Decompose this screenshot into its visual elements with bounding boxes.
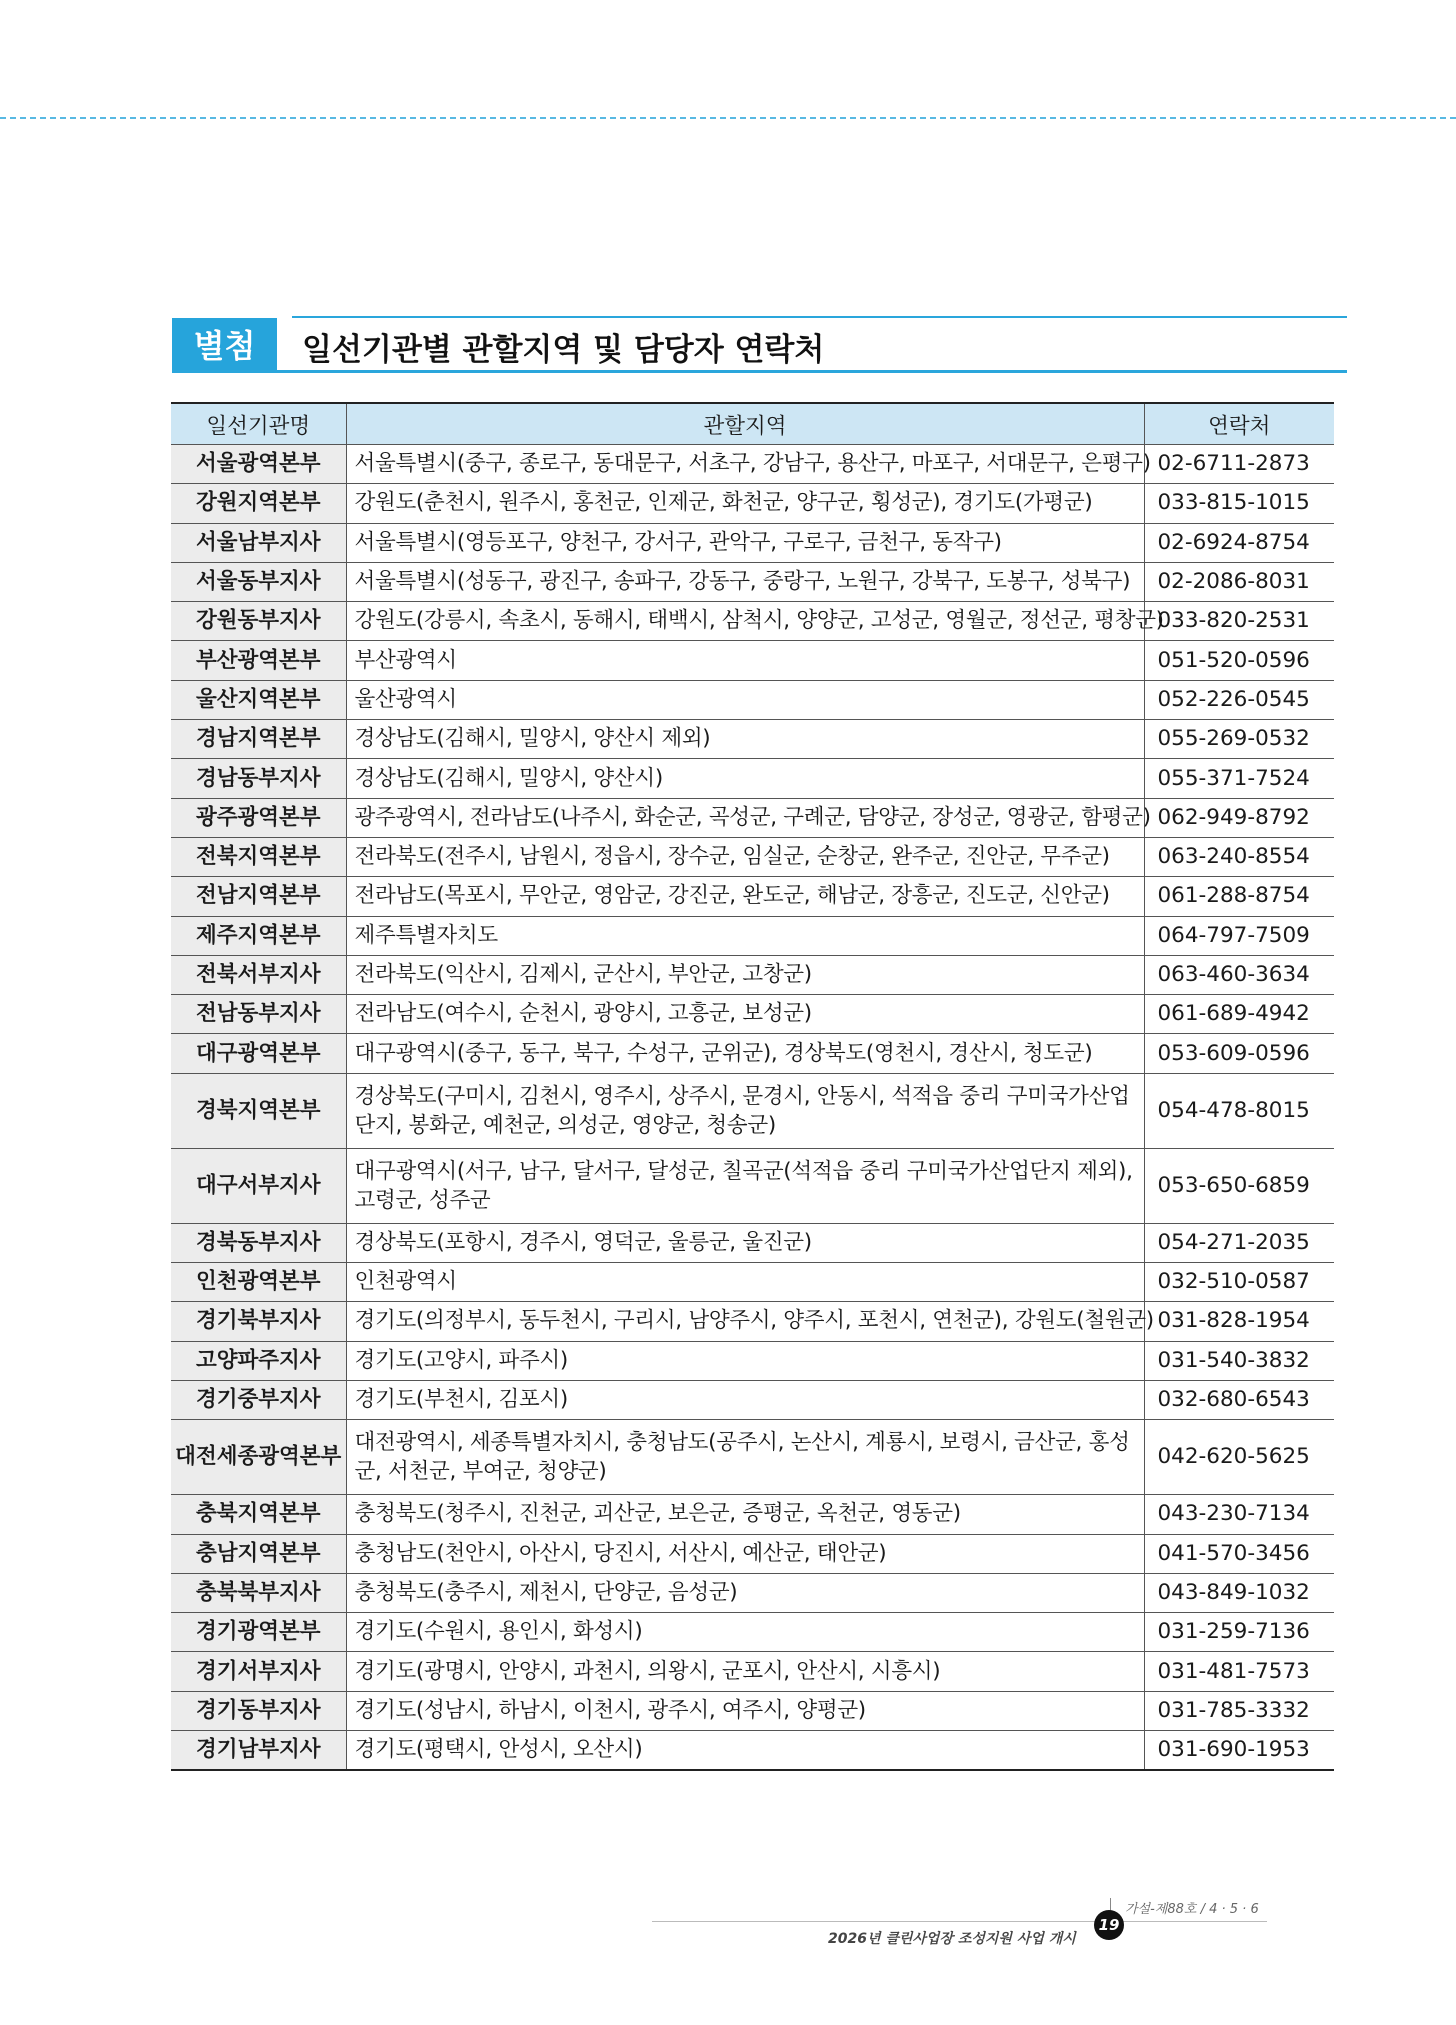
- office-name-cell: 경기광역본부: [171, 1613, 346, 1652]
- office-name-cell: 전북지역본부: [171, 837, 346, 876]
- office-name-cell: 경북동부지사: [171, 1223, 346, 1262]
- header-contact: 연락처: [1144, 403, 1334, 445]
- phone-cell: 053-650-6859: [1144, 1148, 1334, 1223]
- office-name-cell: 경기동부지사: [171, 1691, 346, 1730]
- phone-cell: 02-6924-8754: [1144, 523, 1334, 562]
- phone-cell: 041-570-3456: [1144, 1534, 1334, 1573]
- table-row: [171, 1495, 1334, 1534]
- jurisdiction-cell: 경기도(수원시, 용인시, 화성시): [346, 1613, 1144, 1652]
- office-name-cell: 전북서부지사: [171, 955, 346, 994]
- table-row: [171, 1613, 1334, 1652]
- table-row: [171, 1341, 1334, 1380]
- jurisdiction-cell: 서울특별시(영등포구, 양천구, 강서구, 관악구, 구로구, 금천구, 동작구): [346, 523, 1144, 562]
- table-row: [171, 759, 1334, 798]
- table-row: [171, 562, 1334, 601]
- table-row: [171, 1731, 1334, 1771]
- jurisdiction-cell: 대구광역시(서구, 남구, 달서구, 달성군, 칠곡군(석적읍 중리 구미국가산업단지 제외), 고령군, 성주군: [346, 1148, 1144, 1223]
- phone-cell: 051-520-0596: [1144, 641, 1334, 680]
- phone-cell: 063-240-8554: [1144, 837, 1334, 876]
- heading-bottom-rule: [172, 370, 1347, 373]
- phone-cell: 061-689-4942: [1144, 995, 1334, 1034]
- jurisdiction-cell: 경상북도(구미시, 김천시, 영주시, 상주시, 문경시, 안동시, 석적읍 중리 구미국가산업단지, 봉화군, 예천군, 의성군, 영양군, 청송군): [346, 1073, 1144, 1148]
- phone-cell: 031-259-7136: [1144, 1613, 1334, 1652]
- table-body: [171, 445, 1334, 1771]
- header-office-name: 일선기관명: [171, 403, 346, 445]
- top-dashed-rule: [0, 117, 1456, 119]
- office-name-cell: 인천광역본부: [171, 1263, 346, 1302]
- phone-cell: 052-226-0545: [1144, 680, 1334, 719]
- phone-cell: 043-849-1032: [1144, 1573, 1334, 1612]
- contact-table: [171, 402, 1334, 1771]
- table-row: [171, 837, 1334, 876]
- jurisdiction-cell: 광주광역시, 전라남도(나주시, 화순군, 곡성군, 구례군, 담양군, 장성군, 영광군, 함평군): [346, 798, 1144, 837]
- office-name-cell: 대구서부지사: [171, 1148, 346, 1223]
- jurisdiction-cell: 울산광역시: [346, 680, 1144, 719]
- footer-series-label: 가설-제88호 / 4 · 5 · 6: [1125, 1902, 1259, 1917]
- office-name-cell: 대전세종광역본부: [171, 1420, 346, 1495]
- phone-cell: 064-797-7509: [1144, 916, 1334, 955]
- office-name-cell: 충북지역본부: [171, 1495, 346, 1534]
- table-row: [171, 1573, 1334, 1612]
- table-row: [171, 1691, 1334, 1730]
- table-row: [171, 1223, 1334, 1262]
- table-row: [171, 1034, 1334, 1073]
- table-row: [171, 1148, 1334, 1223]
- phone-cell: 033-820-2531: [1144, 602, 1334, 641]
- phone-cell: 033-815-1015: [1144, 484, 1334, 523]
- jurisdiction-cell: 전라남도(여수시, 순천시, 광양시, 고흥군, 보성군): [346, 995, 1144, 1034]
- phone-cell: 063-460-3634: [1144, 955, 1334, 994]
- phone-cell: 02-6711-2873: [1144, 445, 1334, 484]
- table-header-row: [171, 403, 1334, 445]
- office-name-cell: 경남동부지사: [171, 759, 346, 798]
- office-name-cell: 고양파주지사: [171, 1341, 346, 1380]
- phone-cell: 031-481-7573: [1144, 1652, 1334, 1691]
- office-name-cell: 전남동부지사: [171, 995, 346, 1034]
- jurisdiction-cell: 대구광역시(중구, 동구, 북구, 수성구, 군위군), 경상북도(영천시, 경산시, 청도군): [346, 1034, 1144, 1073]
- jurisdiction-cell: 충청북도(청주시, 진천군, 괴산군, 보은군, 증평군, 옥천군, 영동군): [346, 1495, 1144, 1534]
- office-name-cell: 부산광역본부: [171, 641, 346, 680]
- jurisdiction-cell: 경기도(광명시, 안양시, 과천시, 의왕시, 군포시, 안산시, 시흥시): [346, 1652, 1144, 1691]
- table-row: [171, 1380, 1334, 1419]
- table-row: [171, 720, 1334, 759]
- office-name-cell: 강원동부지사: [171, 602, 346, 641]
- table-row: [171, 484, 1334, 523]
- jurisdiction-cell: 부산광역시: [346, 641, 1144, 680]
- table-row: [171, 798, 1334, 837]
- jurisdiction-cell: 서울특별시(중구, 종로구, 동대문구, 서초구, 강남구, 용산구, 마포구, 서대문구, 은평구): [346, 445, 1144, 484]
- page-number-badge: 19: [1094, 1910, 1124, 1940]
- jurisdiction-cell: 강원도(춘천시, 원주시, 홍천군, 인제군, 화천군, 양구군, 횡성군), 경기도(가평군): [346, 484, 1144, 523]
- jurisdiction-cell: 경기도(고양시, 파주시): [346, 1341, 1144, 1380]
- phone-cell: 054-478-8015: [1144, 1073, 1334, 1148]
- phone-cell: 062-949-8792: [1144, 798, 1334, 837]
- table-row: [171, 680, 1334, 719]
- jurisdiction-cell: 경기도(의정부시, 동두천시, 구리시, 남양주시, 양주시, 포천시, 연천군), 강원도(철원군): [346, 1302, 1144, 1341]
- jurisdiction-cell: 서울특별시(성동구, 광진구, 송파구, 강동구, 중랑구, 노원구, 강북구, 도봉구, 성북구): [346, 562, 1144, 601]
- office-name-cell: 서울남부지사: [171, 523, 346, 562]
- footer-document-title: 2026년 클린사업장 조성지원 사업 개시: [828, 1931, 1076, 1947]
- phone-cell: 031-785-3332: [1144, 1691, 1334, 1730]
- phone-cell: 042-620-5625: [1144, 1420, 1334, 1495]
- table-row: [171, 877, 1334, 916]
- office-name-cell: 광주광역본부: [171, 798, 346, 837]
- office-name-cell: 충남지역본부: [171, 1534, 346, 1573]
- footer-rule: [652, 1921, 1267, 1922]
- table-row: [171, 916, 1334, 955]
- header-jurisdiction: 관할지역: [346, 403, 1144, 445]
- table-row: [171, 1420, 1334, 1495]
- jurisdiction-cell: 경상북도(포항시, 경주시, 영덕군, 울릉군, 울진군): [346, 1223, 1144, 1262]
- heading-top-rule: [292, 316, 1347, 318]
- office-name-cell: 대구광역본부: [171, 1034, 346, 1073]
- page-title: 일선기관별 관할지역 및 담당자 연락처: [302, 332, 825, 368]
- jurisdiction-cell: 전라북도(익산시, 김제시, 군산시, 부안군, 고창군): [346, 955, 1144, 994]
- table-row: [171, 602, 1334, 641]
- table-row: [171, 523, 1334, 562]
- phone-cell: 055-269-0532: [1144, 720, 1334, 759]
- jurisdiction-cell: 강원도(강릉시, 속초시, 동해시, 태백시, 삼척시, 양양군, 고성군, 영월군, 정선군, 평창군): [346, 602, 1144, 641]
- jurisdiction-cell: 경상남도(김해시, 밀양시, 양산시): [346, 759, 1144, 798]
- jurisdiction-cell: 경기도(부천시, 김포시): [346, 1380, 1144, 1419]
- table-row: [171, 641, 1334, 680]
- office-name-cell: 경기남부지사: [171, 1731, 346, 1771]
- jurisdiction-cell: 충청북도(충주시, 제천시, 단양군, 음성군): [346, 1573, 1144, 1612]
- table-row: [171, 1652, 1334, 1691]
- office-name-cell: 충북북부지사: [171, 1573, 346, 1612]
- table-row: [171, 955, 1334, 994]
- jurisdiction-cell: 경상남도(김해시, 밀양시, 양산시 제외): [346, 720, 1144, 759]
- office-name-cell: 제주지역본부: [171, 916, 346, 955]
- office-name-cell: 전남지역본부: [171, 877, 346, 916]
- phone-cell: 032-510-0587: [1144, 1263, 1334, 1302]
- phone-cell: 031-540-3832: [1144, 1341, 1334, 1380]
- phone-cell: 053-609-0596: [1144, 1034, 1334, 1073]
- office-name-cell: 경기서부지사: [171, 1652, 346, 1691]
- office-name-cell: 경기중부지사: [171, 1380, 346, 1419]
- office-name-cell: 경기북부지사: [171, 1302, 346, 1341]
- jurisdiction-cell: 인천광역시: [346, 1263, 1144, 1302]
- phone-cell: 043-230-7134: [1144, 1495, 1334, 1534]
- phone-cell: 02-2086-8031: [1144, 562, 1334, 601]
- office-name-cell: 경북지역본부: [171, 1073, 346, 1148]
- table-row: [171, 1073, 1334, 1148]
- table-row: [171, 1263, 1334, 1302]
- office-name-cell: 강원지역본부: [171, 484, 346, 523]
- table-row: [171, 995, 1334, 1034]
- phone-cell: 061-288-8754: [1144, 877, 1334, 916]
- phone-cell: 054-271-2035: [1144, 1223, 1334, 1262]
- jurisdiction-cell: 전라북도(전주시, 남원시, 정읍시, 장수군, 임실군, 순창군, 완주군, 진안군, 무주군): [346, 837, 1144, 876]
- table-row: [171, 445, 1334, 484]
- phone-cell: 031-690-1953: [1144, 1731, 1334, 1771]
- section-heading: [172, 316, 1347, 373]
- jurisdiction-cell: 제주특별자치도: [346, 916, 1144, 955]
- jurisdiction-cell: 전라남도(목포시, 무안군, 영암군, 강진군, 완도군, 해남군, 장흥군, 진도군, 신안군): [346, 877, 1144, 916]
- phone-cell: 055-371-7524: [1144, 759, 1334, 798]
- office-name-cell: 경남지역본부: [171, 720, 346, 759]
- office-name-cell: 서울동부지사: [171, 562, 346, 601]
- jurisdiction-cell: 충청남도(천안시, 아산시, 당진시, 서산시, 예산군, 태안군): [346, 1534, 1144, 1573]
- table-row: [171, 1534, 1334, 1573]
- phone-cell: 031-828-1954: [1144, 1302, 1334, 1341]
- office-name-cell: 울산지역본부: [171, 680, 346, 719]
- jurisdiction-cell: 경기도(평택시, 안성시, 오산시): [346, 1731, 1144, 1771]
- attachment-badge: 별첨: [172, 318, 277, 370]
- phone-cell: 032-680-6543: [1144, 1380, 1334, 1419]
- office-name-cell: 서울광역본부: [171, 445, 346, 484]
- jurisdiction-cell: 대전광역시, 세종특별자치시, 충청남도(공주시, 논산시, 계룡시, 보령시, 금산군, 홍성군, 서천군, 부여군, 청양군): [346, 1420, 1144, 1495]
- jurisdiction-cell: 경기도(성남시, 하남시, 이천시, 광주시, 여주시, 양평군): [346, 1691, 1144, 1730]
- table-row: [171, 1302, 1334, 1341]
